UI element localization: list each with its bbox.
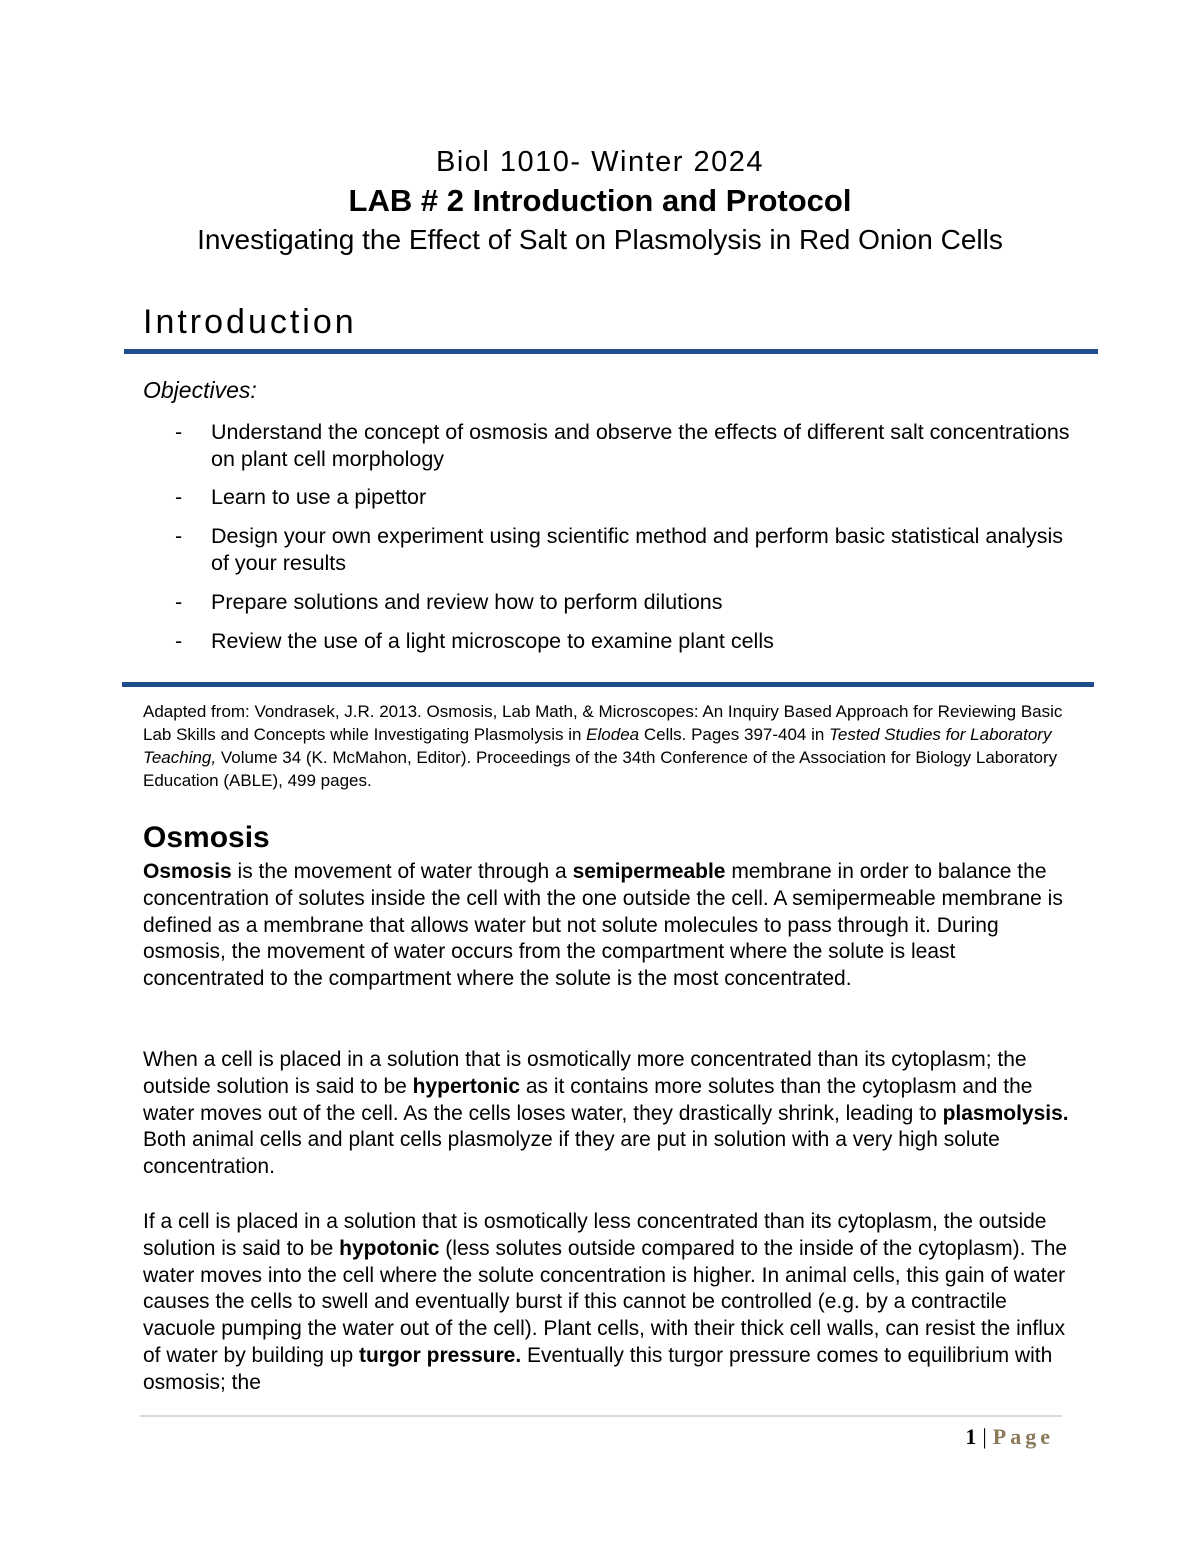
objectives-label: Objectives: <box>143 377 257 403</box>
paragraph-text: If a cell is placed in a solution that is osmotically less concentrated than its cytoplasm, the outside solution is said to be <box>143 1210 1047 1260</box>
bullet-dash: - <box>175 590 183 614</box>
paragraph-text: When a cell is placed in a solution that is osmotically more concentrated than its cytoplasm; the outside solution is said to be <box>143 1048 1027 1098</box>
introduction-heading: Introduction <box>143 303 357 341</box>
section-divider-top <box>124 349 1098 354</box>
term-plasmolysis: plasmolysis. <box>942 1101 1069 1125</box>
paragraph-text: as it contains more solutes than the cytoplasm and the water moves out of the cell. As the cells loses water, they drastically shrink, leading to <box>143 1074 1033 1125</box>
citation-italic-journal: Tested Studies for Laboratory Teaching, <box>143 725 1052 767</box>
footer-separator: | <box>982 1424 987 1449</box>
term-semipermeable: semipermeable <box>572 860 726 883</box>
objective-text: Design your own experiment using scientific method and perform basic statistical analysis of your results <box>211 524 1064 575</box>
page-footer <box>965 1422 1054 1452</box>
footer-divider <box>140 1415 1062 1417</box>
term-hypotonic: hypotonic <box>339 1236 440 1260</box>
objective-text: Learn to use a pipettor <box>211 485 427 509</box>
page-number: 1 <box>965 1424 977 1449</box>
section-divider-bottom <box>122 682 1094 687</box>
paragraph-hypertonic <box>143 1047 1073 1181</box>
paragraph-text: Eventually this turgor pressure comes to equilibrium with osmosis; the <box>143 1343 1053 1394</box>
bullet-dash: - <box>175 420 183 444</box>
objective-text: Understand the concept of osmosis and observe the effects of different salt concentrations on plant cell morphology <box>211 420 1070 471</box>
citation-text: Cells. Pages 397-404 in <box>639 725 830 744</box>
objective-text: Review the use of a light microscope to examine plant cells <box>211 629 774 653</box>
objective-text: Prepare solutions and review how to perform dilutions <box>211 590 723 614</box>
paragraph-text: (less solutes outside compared to the inside of the cytoplasm). The water moves into the cell where the solute concentration is higher. In animal cells, this gain of water causes the cells to swell and eventually burst if this cannot be controlled (e.g. by a contractile vacuole pumping the water out of the cell). Plant cells, with their thick cell walls, can resist the influx of water by building up <box>143 1236 1068 1367</box>
paragraph-text: is the movement of water through a <box>231 860 573 883</box>
term-turgor-pressure: turgor pressure. <box>358 1343 522 1367</box>
paragraph-text: membrane in order to balance the concentration of solutes inside the cell with the one outside the cell. A semipermeable membrane is defined as a membrane that allows water but not solute molecules to pass through it. During osmosis, the movement of water occurs from the compartment where the solute is least concentrated to the compartment where the solute is the most concentrated. <box>143 860 1063 991</box>
paragraph-text: Both animal cells and plant cells plasmolyze if they are put in solution with a very high solute concentration. <box>143 1128 1000 1179</box>
bullet-dash: - <box>175 485 183 509</box>
term-hypertonic: hypertonic <box>412 1074 521 1098</box>
lab-title: LAB # 2 Introduction and Protocol <box>348 183 852 218</box>
course-title: Biol 1010- Winter 2024 <box>436 146 764 178</box>
citation-text: Adapted from: Vondrasek, J.R. 2013. Osmosis, Lab Math, & Microscopes: An Inquiry Based Approach for Reviewing Basic Lab Skills and Concepts while Investigating Plasmolysis in <box>143 702 1063 744</box>
term-osmosis: Osmosis <box>143 860 232 883</box>
lab-subtitle: Investigating the Effect of Salt on Plasmolysis in Red Onion Cells <box>197 224 1003 255</box>
citation-italic-elodea: Elodea <box>586 725 640 744</box>
osmosis-heading: Osmosis <box>143 821 270 854</box>
paragraph-osmosis-definition <box>143 859 1073 993</box>
bullet-dash: - <box>175 524 183 548</box>
citation-text: Volume 34 (K. McMahon, Editor). Proceedings of the 34th Conference of the Association for Biology Laboratory Education (ABLE), 499 pages. <box>143 748 1058 790</box>
citation <box>143 700 1073 792</box>
paragraph-hypotonic <box>143 1209 1073 1397</box>
page-label: Page <box>992 1424 1054 1449</box>
bullet-dash: - <box>175 629 183 653</box>
